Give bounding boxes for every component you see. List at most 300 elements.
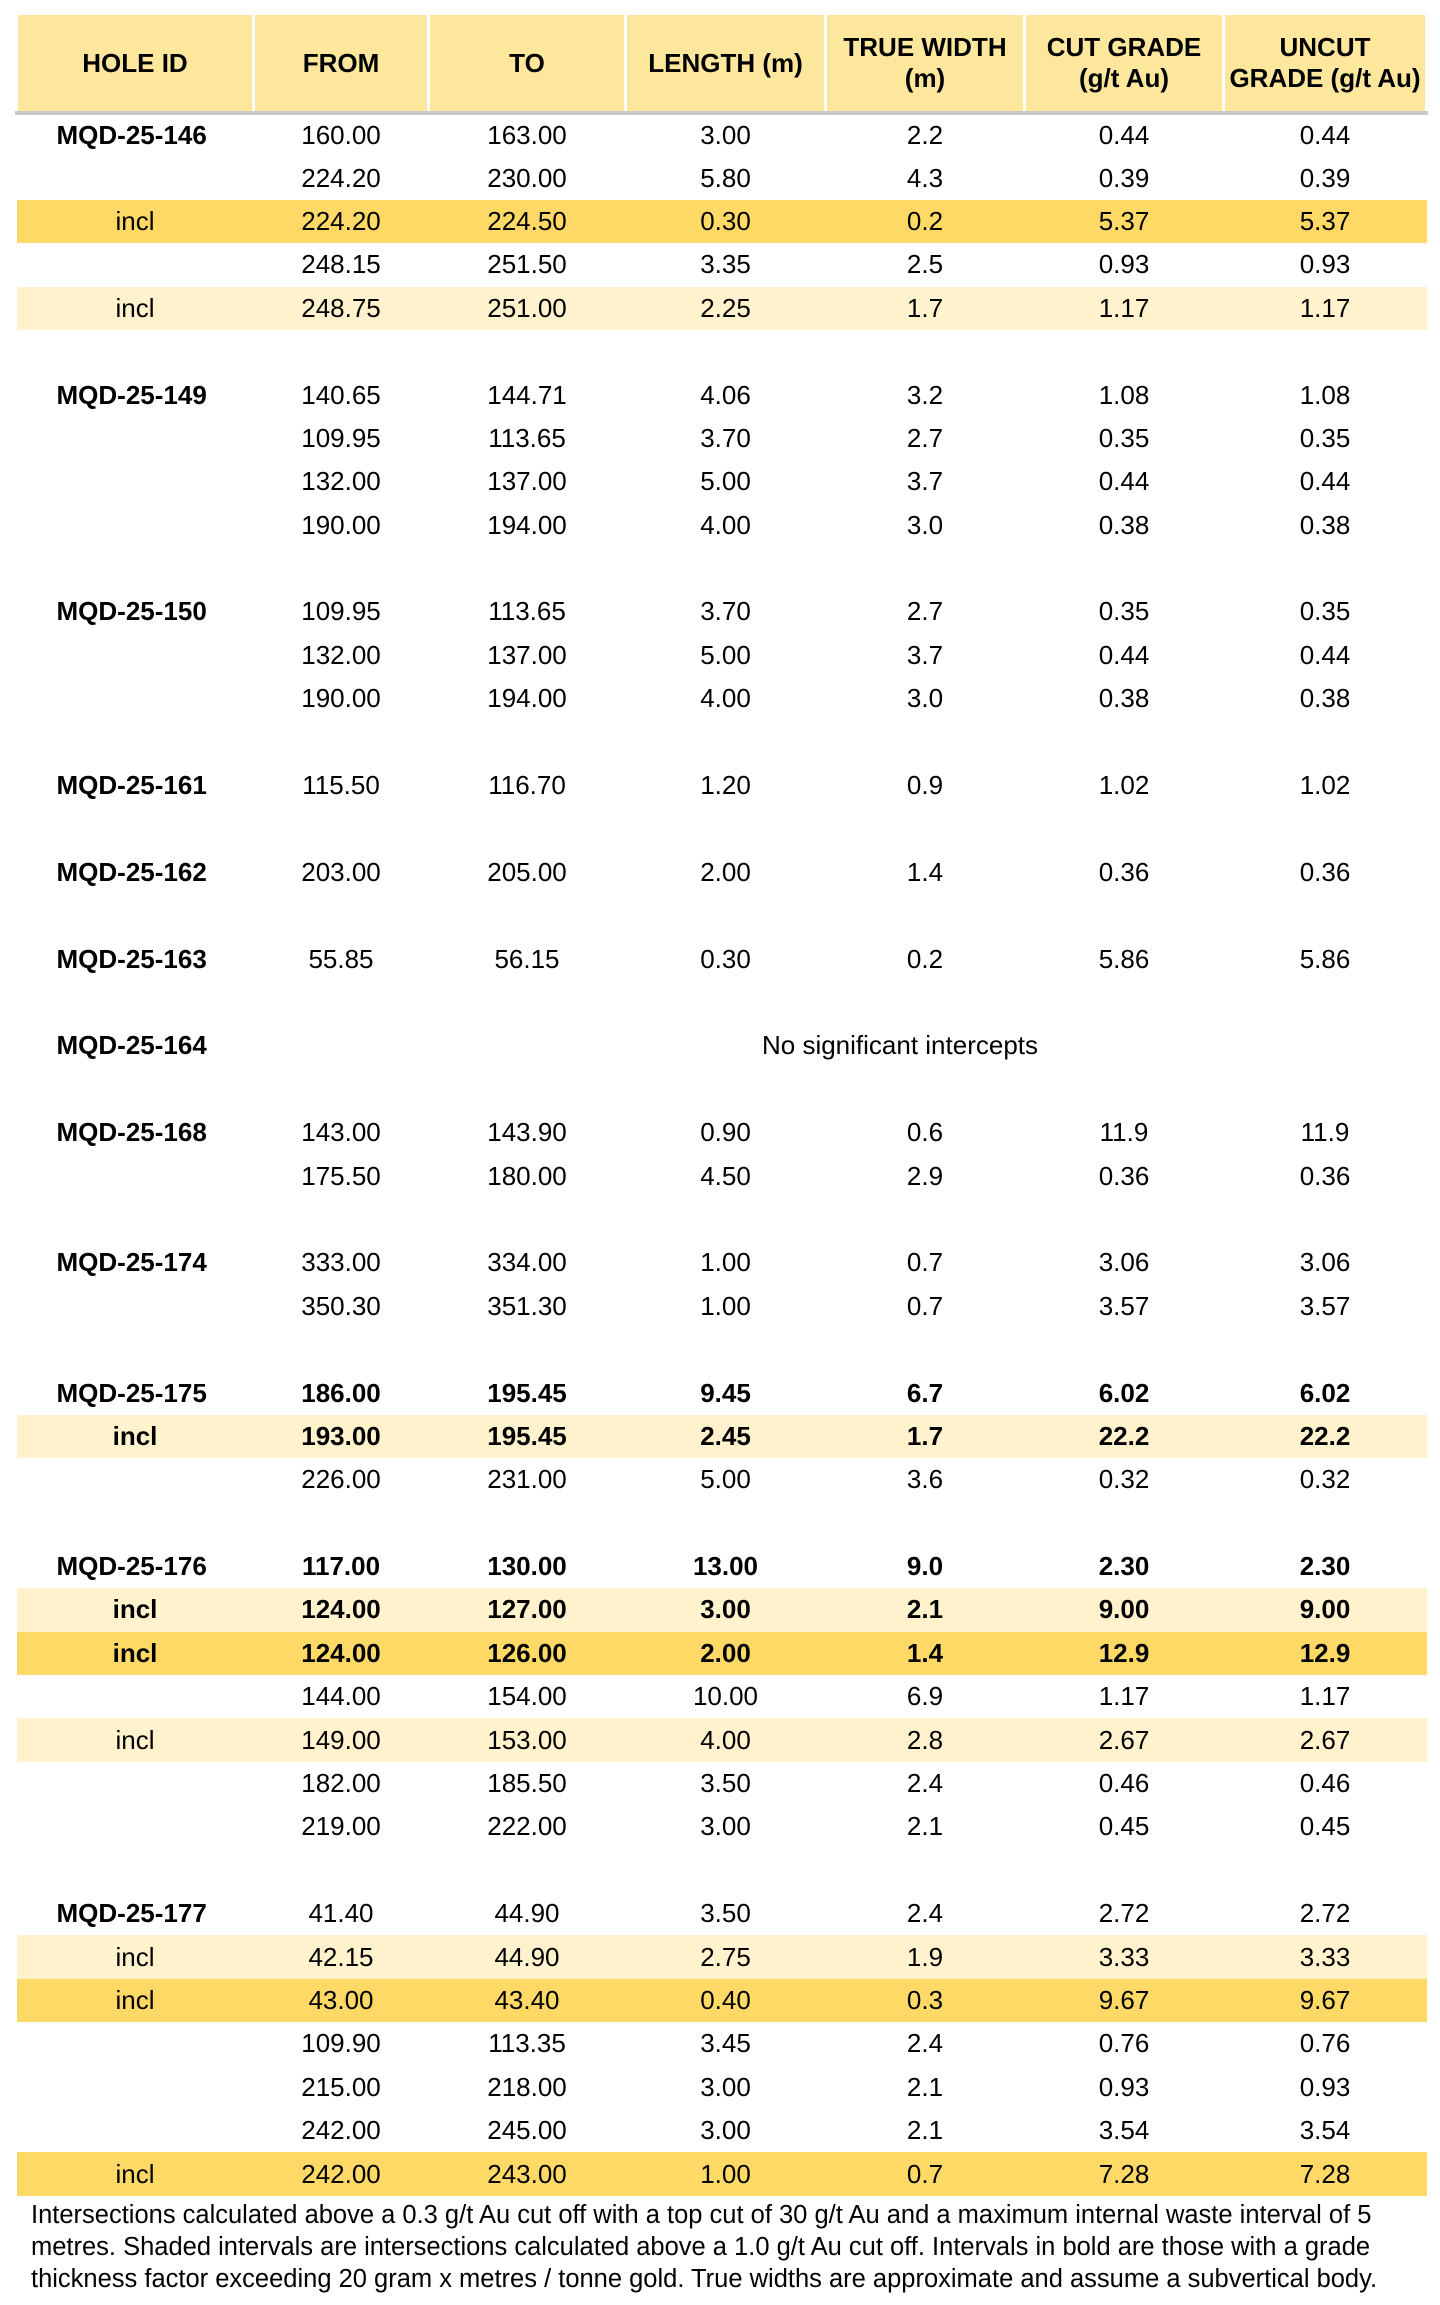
no-intercepts-note: No significant intercepts [761, 1030, 1039, 1061]
incl-label: incl [17, 287, 254, 330]
hole-id-cell [17, 1458, 254, 1501]
length-cell: 3.35 [700, 249, 751, 280]
table-row [17, 1675, 1427, 1718]
to-cell: 144.71 [487, 379, 567, 410]
to-cell: 44.90 [429, 1935, 626, 1978]
spacer-cell [17, 1502, 1427, 1545]
cut-grade-cell: 5.37 [1025, 200, 1224, 243]
cut-grade-cell: 7.28 [1025, 2152, 1224, 2195]
cut-grade-cell: 0.46 [1098, 1768, 1150, 1799]
to-cell: 351.30 [487, 1290, 567, 1321]
true-width-cell: 6.7 [906, 1377, 944, 1408]
length-cell: 1.20 [700, 770, 751, 801]
to-cell: 180.00 [487, 1160, 567, 1191]
cut-grade-cell: 11.9 [1099, 1117, 1149, 1148]
spacer-row [17, 1198, 1427, 1241]
true-width-cell: 2.1 [826, 1588, 1025, 1631]
from-cell: 42.15 [254, 1935, 429, 1978]
length-cell: 4.50 [700, 1160, 751, 1191]
uncut-grade-cell: 0.44 [1299, 120, 1351, 151]
table-row [17, 2152, 1427, 2195]
cut-grade-cell: 1.08 [1098, 379, 1150, 410]
hole-id-cell [17, 677, 254, 720]
from-cell: 182.00 [301, 1768, 381, 1799]
table-row [17, 156, 1427, 199]
true-width-cell: 3.7 [906, 639, 944, 670]
spacer-cell [17, 720, 1427, 763]
hole-id-cell: MQD-25-177 [56, 1898, 207, 1929]
true-width-cell: 3.2 [906, 379, 944, 410]
incl-label: incl [17, 1588, 254, 1631]
from-cell: 109.90 [301, 2028, 381, 2059]
table-row [17, 590, 1427, 633]
spacer-cell [17, 1849, 1427, 1892]
incl-label: incl [17, 1718, 254, 1761]
true-width-cell: 2.2 [906, 120, 944, 151]
uncut-grade-cell: 1.17 [1224, 287, 1427, 330]
to-cell: 222.00 [487, 1811, 567, 1842]
cut-grade-cell: 0.36 [1098, 1160, 1150, 1191]
hole-id-cell: MQD-25-162 [56, 856, 207, 887]
cut-grade-cell: 5.86 [1098, 943, 1150, 974]
true-width-cell: 2.1 [906, 2115, 944, 2146]
from-cell: 193.00 [254, 1415, 429, 1458]
from-cell: 190.00 [301, 683, 381, 714]
table-row [17, 504, 1427, 547]
length-cell: 2.00 [700, 856, 751, 887]
length-cell: 5.80 [700, 162, 751, 193]
table-row [17, 1371, 1427, 1414]
cut-grade-cell: 3.54 [1098, 2115, 1150, 2146]
to-cell: 205.00 [487, 856, 567, 887]
from-cell: 55.85 [308, 943, 374, 974]
hole-id-cell: MQD-25-161 [56, 770, 207, 801]
true-width-cell: 0.7 [906, 1247, 944, 1278]
to-cell: 126.00 [429, 1632, 626, 1675]
spacer-row [17, 894, 1427, 937]
uncut-grade-cell: 3.06 [1299, 1247, 1351, 1278]
table-row [17, 1241, 1427, 1284]
table-row [17, 460, 1427, 503]
cut-grade-cell: 0.45 [1098, 1811, 1150, 1842]
true-width-cell: 2.7 [906, 596, 944, 627]
incl-label: incl [17, 200, 254, 243]
true-width-cell: 1.4 [826, 1632, 1025, 1675]
to-cell: 251.50 [487, 249, 567, 280]
spacer-row [17, 547, 1427, 590]
header-from: FROM [254, 15, 429, 113]
uncut-grade-cell: 0.38 [1299, 683, 1351, 714]
table-row [17, 677, 1427, 720]
true-width-cell: 0.7 [826, 2152, 1025, 2195]
drill-results-table [15, 15, 1428, 2196]
table-row [17, 287, 1427, 330]
to-cell: 127.00 [429, 1588, 626, 1631]
length-cell: 4.00 [700, 683, 751, 714]
cut-grade-cell: 1.17 [1025, 287, 1224, 330]
length-cell: 2.45 [626, 1415, 826, 1458]
cut-grade-cell: 3.06 [1098, 1247, 1150, 1278]
to-cell: 224.50 [429, 200, 626, 243]
length-cell: 2.00 [626, 1632, 826, 1675]
from-cell: 226.00 [301, 1464, 381, 1495]
to-cell: 154.00 [487, 1681, 567, 1712]
spacer-row [17, 720, 1427, 763]
uncut-grade-cell: 3.57 [1299, 1290, 1351, 1321]
true-width-cell: 3.6 [906, 1464, 944, 1495]
to-cell: 245.00 [487, 2115, 567, 2146]
header-to: TO [429, 15, 626, 113]
cut-grade-cell: 2.72 [1098, 1898, 1150, 1929]
cut-grade-cell: 0.39 [1098, 162, 1150, 193]
uncut-grade-cell: 2.72 [1299, 1898, 1351, 1929]
uncut-grade-cell: 1.17 [1299, 1681, 1351, 1712]
from-cell: 186.00 [301, 1377, 381, 1408]
spacer-cell [17, 807, 1427, 850]
from-cell: 242.00 [254, 2152, 429, 2195]
to-cell: 113.65 [488, 422, 566, 453]
table-row [17, 200, 1427, 243]
uncut-grade-cell: 3.54 [1299, 2115, 1351, 2146]
to-cell: 230.00 [487, 162, 567, 193]
uncut-grade-cell: 0.35 [1299, 596, 1351, 627]
hole-id-cell: MQD-25-149 [56, 379, 207, 410]
spacer-row [17, 1068, 1427, 1111]
true-width-cell: 2.7 [906, 422, 944, 453]
from-cell: 219.00 [301, 1811, 381, 1842]
incl-label: incl [17, 1415, 254, 1458]
incl-label: incl [17, 1935, 254, 1978]
header-true-width: TRUE WIDTH (m) [826, 15, 1025, 113]
true-width-cell: 3.0 [906, 683, 944, 714]
cut-grade-cell: 0.76 [1098, 2028, 1150, 2059]
table-row [17, 937, 1427, 980]
hole-id-cell: MQD-25-146 [56, 120, 207, 151]
from-cell: 350.30 [301, 1290, 381, 1321]
header-length: LENGTH (m) [626, 15, 826, 113]
uncut-grade-cell: 0.38 [1299, 509, 1351, 540]
from-cell: 175.50 [301, 1160, 381, 1191]
hole-id-cell [17, 1675, 254, 1718]
uncut-grade-cell: 22.2 [1224, 1415, 1427, 1458]
uncut-grade-cell: 12.9 [1224, 1632, 1427, 1675]
header-uncut-grade: UNCUT GRADE (g/t Au) [1224, 15, 1427, 113]
from-cell: 224.20 [301, 162, 381, 193]
true-width-cell: 0.9 [906, 770, 944, 801]
true-width-cell: 6.9 [906, 1681, 944, 1712]
true-width-cell: 1.4 [906, 856, 944, 887]
true-width-cell: 3.0 [906, 509, 944, 540]
table-row [17, 1111, 1427, 1154]
uncut-grade-cell: 5.86 [1299, 943, 1351, 974]
true-width-cell: 1.9 [826, 1935, 1025, 1978]
uncut-grade-cell: 2.30 [1299, 1551, 1351, 1582]
header-row [17, 15, 1427, 113]
spacer-row [17, 807, 1427, 850]
spacer-row [17, 1849, 1427, 1892]
uncut-grade-cell: 1.08 [1299, 379, 1351, 410]
spacer-row [17, 1328, 1427, 1371]
length-cell: 3.50 [700, 1898, 751, 1929]
table-row [17, 1979, 1427, 2022]
cut-grade-cell: 2.30 [1098, 1551, 1150, 1582]
true-width-cell: 2.9 [906, 1160, 944, 1191]
to-cell: 334.00 [487, 1247, 567, 1278]
cut-grade-cell: 9.67 [1025, 1979, 1224, 2022]
length-cell: 0.30 [700, 943, 751, 974]
drill-results-table-container [15, 15, 1425, 2295]
cut-grade-cell: 0.38 [1098, 683, 1150, 714]
to-cell: 251.00 [429, 287, 626, 330]
table-row [17, 2022, 1427, 2065]
header-hole-id: HOLE ID [17, 15, 254, 113]
cut-grade-cell: 6.02 [1098, 1377, 1150, 1408]
from-cell: 149.00 [254, 1718, 429, 1761]
to-cell: 153.00 [429, 1718, 626, 1761]
spacer-row [17, 981, 1427, 1024]
true-width-cell: 1.7 [826, 287, 1025, 330]
to-cell: 231.00 [487, 1464, 567, 1495]
from-cell: 115.50 [302, 770, 380, 801]
to-cell: 56.15 [494, 943, 560, 974]
cut-grade-cell: 0.35 [1098, 422, 1150, 453]
uncut-grade-cell: 0.44 [1299, 466, 1351, 497]
table-row [17, 851, 1427, 894]
cut-grade-cell: 0.44 [1098, 466, 1150, 497]
table-row [17, 634, 1427, 677]
length-cell: 1.00 [700, 1247, 751, 1278]
cut-grade-cell: 1.17 [1098, 1681, 1150, 1712]
table-row [17, 1024, 1427, 1067]
length-cell: 3.00 [700, 2071, 751, 2102]
to-cell: 194.00 [487, 509, 567, 540]
uncut-grade-cell: 0.32 [1299, 1464, 1351, 1495]
true-width-cell: 3.7 [906, 466, 944, 497]
hole-id-cell [17, 504, 254, 547]
from-cell: 144.00 [301, 1681, 381, 1712]
hole-id-cell [17, 417, 254, 460]
cut-grade-cell: 12.9 [1025, 1632, 1224, 1675]
to-cell: 43.40 [429, 1979, 626, 2022]
hole-id-cell: MQD-25-174 [56, 1247, 207, 1278]
cut-grade-cell: 0.36 [1098, 856, 1150, 887]
from-cell: 132.00 [301, 639, 381, 670]
uncut-grade-cell: 3.33 [1224, 1935, 1427, 1978]
to-cell: 194.00 [487, 683, 567, 714]
table-body [17, 113, 1427, 2196]
to-cell: 143.90 [487, 1117, 567, 1148]
to-cell: 243.00 [429, 2152, 626, 2195]
true-width-cell: 0.3 [826, 1979, 1025, 2022]
from-cell: 143.00 [301, 1117, 381, 1148]
footnote: Intersections calculated above a 0.3 g/t Au cut off with a top cut of 30 g/t Au and a maximum internal waste interval of 5 metres. Shaded intervals are intersections calculated above a 1.0 g/t Au cut off. Intervals in bold are those with a grade thickness factor exceeding 20 gram x metres / tonne gold. True widths are approximate and assume a subvertical body. [31, 2200, 1378, 2293]
uncut-grade-cell: 5.37 [1224, 200, 1427, 243]
length-cell: 1.00 [700, 1290, 751, 1321]
to-cell: 218.00 [487, 2071, 567, 2102]
spacer-row [17, 1502, 1427, 1545]
length-cell: 2.25 [626, 287, 826, 330]
hole-id-cell [17, 243, 254, 286]
cut-grade-cell: 0.44 [1098, 120, 1150, 151]
table-row [17, 1632, 1427, 1675]
cut-grade-cell: 2.67 [1025, 1718, 1224, 1761]
hole-id-cell: MQD-25-164 [56, 1030, 207, 1061]
from-cell: 109.95 [301, 596, 381, 627]
length-cell: 3.45 [700, 2028, 751, 2059]
to-cell: 137.00 [487, 639, 567, 670]
table-row [17, 1892, 1427, 1935]
hole-id-cell [17, 634, 254, 677]
spacer-cell [17, 1198, 1427, 1241]
true-width-cell: 4.3 [906, 162, 944, 193]
table-row [17, 417, 1427, 460]
uncut-grade-cell: 7.28 [1224, 2152, 1427, 2195]
incl-label: incl [17, 2152, 254, 2195]
uncut-grade-cell: 1.02 [1299, 770, 1351, 801]
hole-id-cell: MQD-25-175 [56, 1377, 207, 1408]
true-width-cell: 1.7 [826, 1415, 1025, 1458]
table-row [17, 2109, 1427, 2152]
true-width-cell: 2.8 [826, 1718, 1025, 1761]
length-cell: 0.40 [626, 1979, 826, 2022]
length-cell: 5.00 [700, 639, 751, 670]
table-row [17, 1458, 1427, 1501]
to-cell: 113.65 [488, 596, 566, 627]
header-cut-grade: CUT GRADE (g/t Au) [1025, 15, 1224, 113]
cut-grade-cell: 22.2 [1025, 1415, 1224, 1458]
table-row [17, 113, 1427, 156]
uncut-grade-cell: 0.93 [1299, 2071, 1351, 2102]
from-cell: 132.00 [301, 466, 381, 497]
from-cell: 41.40 [308, 1898, 374, 1929]
from-cell: 190.00 [301, 509, 381, 540]
true-width-cell: 2.4 [906, 1768, 944, 1799]
length-cell: 5.00 [700, 466, 751, 497]
uncut-grade-cell: 11.9 [1300, 1117, 1350, 1148]
from-cell: 140.65 [301, 379, 381, 410]
cut-grade-cell: 0.38 [1098, 509, 1150, 540]
spacer-cell [17, 894, 1427, 937]
from-cell: 43.00 [254, 1979, 429, 2022]
uncut-grade-cell: 9.00 [1224, 1588, 1427, 1631]
length-cell: 3.70 [700, 596, 751, 627]
to-cell: 163.00 [487, 120, 567, 151]
true-width-cell: 2.4 [906, 2028, 944, 2059]
hole-id-cell [17, 2109, 254, 2152]
hole-id-cell: MQD-25-150 [56, 596, 207, 627]
hole-id-cell [17, 2066, 254, 2109]
uncut-grade-cell: 0.35 [1299, 422, 1351, 453]
length-cell: 3.00 [626, 1588, 826, 1631]
from-cell: 203.00 [301, 856, 381, 887]
hole-id-cell [17, 1285, 254, 1328]
hole-id-cell: MQD-25-163 [56, 943, 207, 974]
from-cell: 224.20 [254, 200, 429, 243]
true-width-cell: 2.5 [906, 249, 944, 280]
table-row [17, 764, 1427, 807]
from-cell: 109.95 [301, 422, 381, 453]
true-width-cell: 2.4 [906, 1898, 944, 1929]
length-cell: 4.00 [626, 1718, 826, 1761]
table-header [17, 15, 1427, 113]
length-cell: 9.45 [700, 1377, 751, 1408]
hole-id-cell [17, 1805, 254, 1848]
to-cell: 137.00 [487, 466, 567, 497]
cut-grade-cell: 0.35 [1098, 596, 1150, 627]
length-cell: 3.70 [700, 422, 751, 453]
from-cell: 124.00 [254, 1588, 429, 1631]
length-cell: 3.50 [700, 1768, 751, 1799]
table-row [17, 1762, 1427, 1805]
cut-grade-cell: 0.32 [1098, 1464, 1150, 1495]
spacer-cell [17, 547, 1427, 590]
uncut-grade-cell: 2.67 [1224, 1718, 1427, 1761]
cut-grade-cell: 1.02 [1098, 770, 1150, 801]
true-width-cell: 2.1 [906, 1811, 944, 1842]
from-cell: 242.00 [301, 2115, 381, 2146]
to-cell: 113.35 [488, 2028, 566, 2059]
uncut-grade-cell: 0.46 [1299, 1768, 1351, 1799]
table-row [17, 1415, 1427, 1458]
to-cell: 195.45 [429, 1415, 626, 1458]
table-row [17, 2066, 1427, 2109]
table-row [17, 1285, 1427, 1328]
table-row [17, 1805, 1427, 1848]
from-cell: 160.00 [301, 120, 381, 151]
length-cell: 3.00 [700, 2115, 751, 2146]
uncut-grade-cell: 0.93 [1299, 249, 1351, 280]
hole-id-cell [17, 460, 254, 503]
length-cell: 10.00 [692, 1681, 759, 1712]
hole-id-cell: MQD-25-176 [56, 1551, 207, 1582]
length-cell: 0.90 [700, 1117, 751, 1148]
length-cell: 4.06 [700, 379, 751, 410]
true-width-cell: 9.0 [906, 1551, 944, 1582]
incl-label: incl [17, 1979, 254, 2022]
length-cell: 4.00 [700, 509, 751, 540]
to-cell: 185.50 [487, 1768, 567, 1799]
true-width-cell: 0.7 [906, 1290, 944, 1321]
table-row [17, 1154, 1427, 1197]
uncut-grade-cell: 0.36 [1299, 856, 1351, 887]
table-row [17, 243, 1427, 286]
true-width-cell: 2.1 [906, 2071, 944, 2102]
table-row [17, 1935, 1427, 1978]
cut-grade-cell: 3.57 [1098, 1290, 1150, 1321]
cut-grade-cell: 9.00 [1025, 1588, 1224, 1631]
from-cell: 248.75 [254, 287, 429, 330]
from-cell: 248.15 [301, 249, 381, 280]
hole-id-cell [17, 156, 254, 199]
hole-id-cell [17, 1154, 254, 1197]
length-cell: 1.00 [626, 2152, 826, 2195]
spacer-cell [17, 1068, 1427, 1111]
uncut-grade-cell: 0.39 [1299, 162, 1351, 193]
hole-id-cell [17, 2022, 254, 2065]
uncut-grade-cell: 9.67 [1224, 1979, 1427, 2022]
length-cell: 3.00 [700, 1811, 751, 1842]
from-cell: 333.00 [301, 1247, 381, 1278]
spacer-row [17, 330, 1427, 373]
from-cell: 215.00 [301, 2071, 381, 2102]
spacer-cell [17, 1328, 1427, 1371]
length-cell: 5.00 [700, 1464, 751, 1495]
cut-grade-cell: 0.93 [1098, 249, 1150, 280]
hole-id-cell: MQD-25-168 [56, 1117, 207, 1148]
uncut-grade-cell: 0.76 [1299, 2028, 1351, 2059]
from-cell: 117.00 [301, 1551, 381, 1582]
uncut-grade-cell: 0.45 [1299, 1811, 1351, 1842]
